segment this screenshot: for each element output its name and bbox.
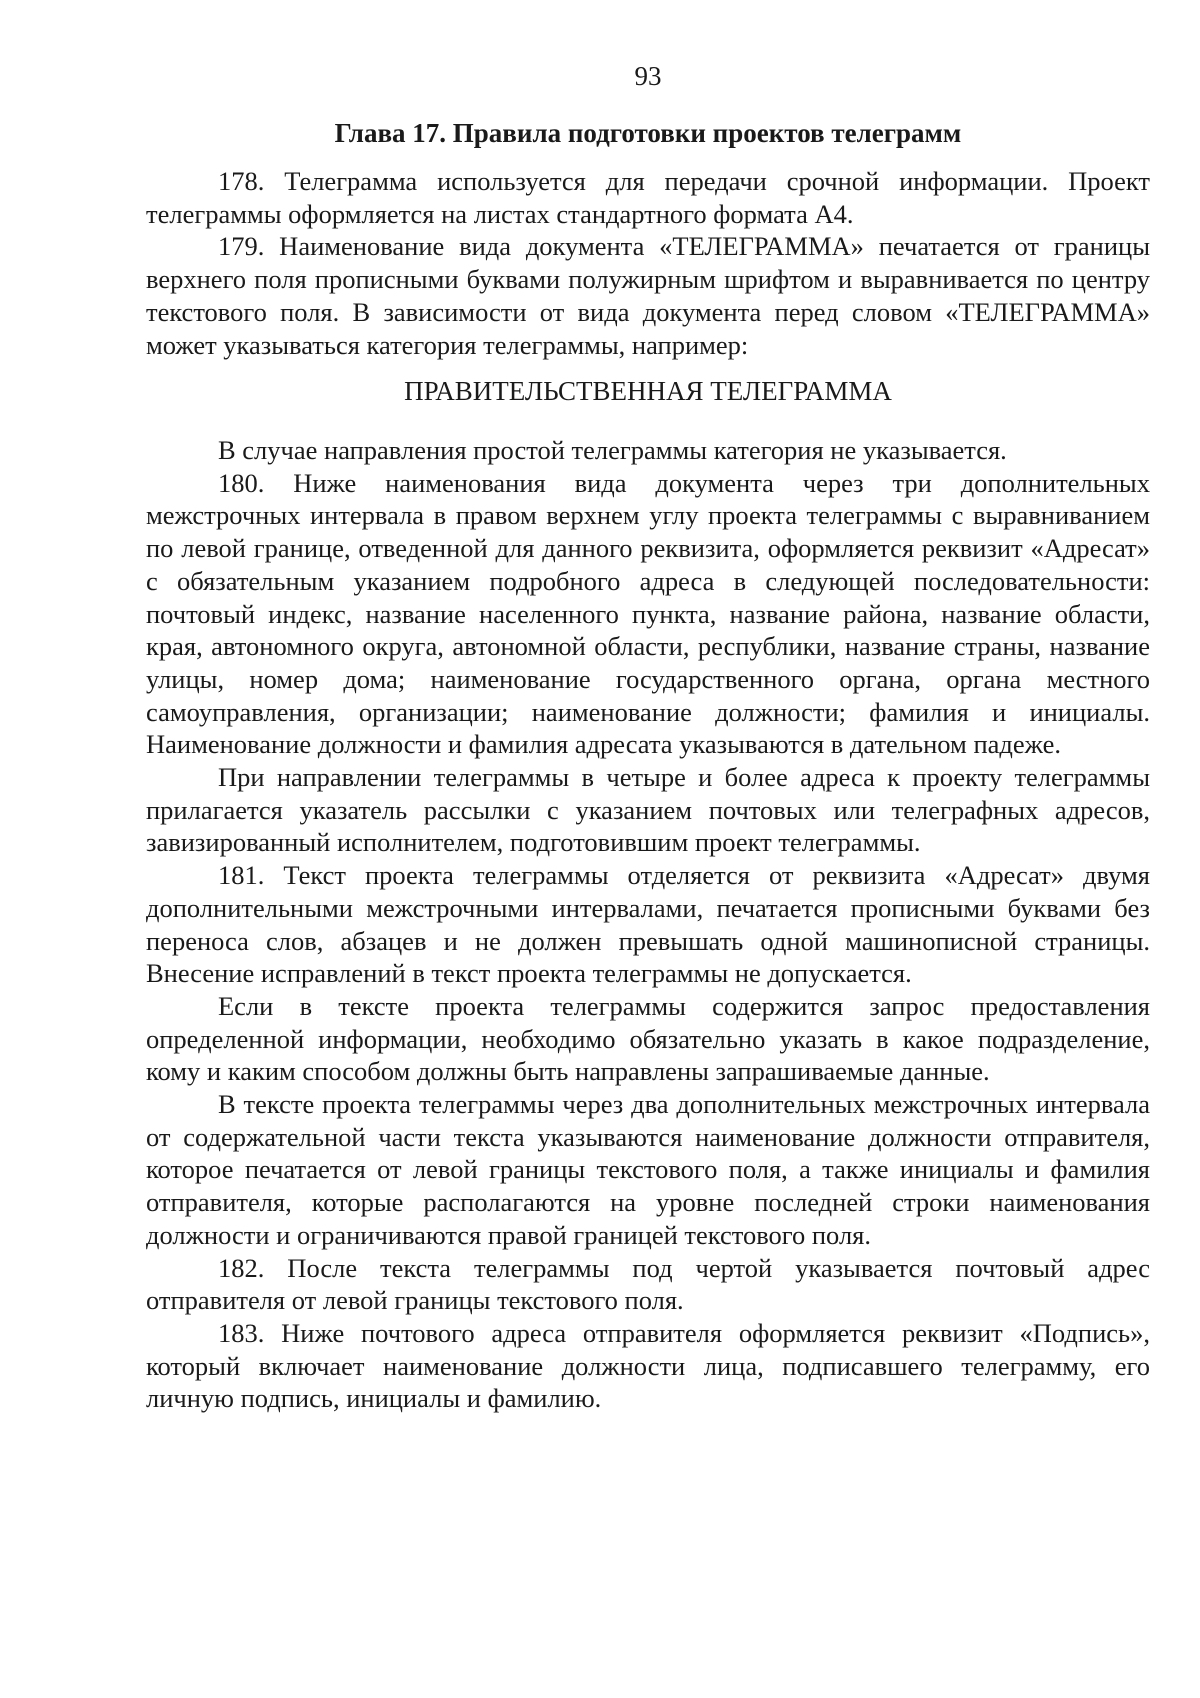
page-number: 93 xyxy=(634,61,662,91)
paragraph-182: 182. После текста телеграммы под чертой указывается почтовый адрес отправителя от левой границы текстового поля. xyxy=(146,1252,1150,1316)
chapter-title: Глава 17. Правила подготовки проектов телеграмм xyxy=(334,118,962,148)
paragraph-179: 179. Наименование вида документа «ТЕЛЕГРАММА» печатается от границы верхнего поля прописными буквами полужирным шрифтом и выравнивается по центру текстового поля. В зависимости от вида документа перед словом «ТЕЛЕГРАММА» может указываться категория телеграммы, например: xyxy=(146,231,1150,360)
text-block-1 xyxy=(146,165,1150,361)
document-page xyxy=(146,0,1150,1698)
paragraph-distribution-list: При направлении телеграммы в четыре и более адреса к проекту телеграммы прилагается указатель рассылки с указанием почтовых или телеграфных адресов, завизированный исполнителем, подготовившим проект телеграммы. xyxy=(146,762,1150,858)
paragraph-178: 178. Телеграмма используется для передачи срочной информации. Проект телеграммы оформляется на листах стандартного формата А4. xyxy=(146,166,1150,229)
text-block-2 xyxy=(146,434,1150,1415)
paragraph-information-request: Если в тексте проекта телеграммы содержится запрос предоставления определенной информации, необходимо обязательно указать в какое подразделение, кому и каким способом должны быть направлены запрашиваемые данные. xyxy=(146,990,1150,1087)
paragraph-sender-position: В тексте проекта телеграммы через два дополнительных межстрочных интервала от содержательной части текста указываются наименование должности отправителя, которое печатается от левой границы текстового поля, а также инициалы и фамилия отправителя, которые располагаются на уровне последней строки наименования должности и ограничиваются правой границей текстового поля. xyxy=(146,1089,1150,1250)
paragraph-180: 180. Ниже наименования вида документа через три дополнительных межстрочных интервала в правом верхнем углу проекта телеграммы с выравниванием по левой границе, отведенной для данного реквизита, оформляется реквизит «Адресат» с обязательным указанием подробного адреса в следующей последовательности: почтовый индекс, название населенного пункта, название района, название области, края, автономного округа, автономной области, республики, название страны, название улицы, номер дома; наименование государственного органа, органа местного самоуправления, организации; наименование должности; фамилия и инициалы. Наименование должности и фамилия адресата указываются в дательном падеже. xyxy=(146,467,1150,760)
paragraph-181: 181. Текст проекта телеграммы отделяется от реквизита «Адресат» двумя дополнительными межстрочными интервалами, печатается прописными буквами без переноса слов, абзацев и не должен превышать одной машинописной страницы. Внесение исправлений в текст проекта телеграммы не допускается. xyxy=(146,860,1150,989)
example-heading: ПРАВИТЕЛЬСТВЕННАЯ ТЕЛЕГРАММА xyxy=(404,376,892,406)
example-block xyxy=(146,375,1150,407)
paragraph-simple-telegram-note: В случае направления простой телеграммы категория не указывается. xyxy=(218,435,1007,465)
paragraph-183: 183. Ниже почтового адреса отправителя оформляется реквизит «Подпись», который включает наименование должности лица, подписавшего телеграмму, его личную подпись, инициалы и фамилию. xyxy=(146,1317,1150,1414)
